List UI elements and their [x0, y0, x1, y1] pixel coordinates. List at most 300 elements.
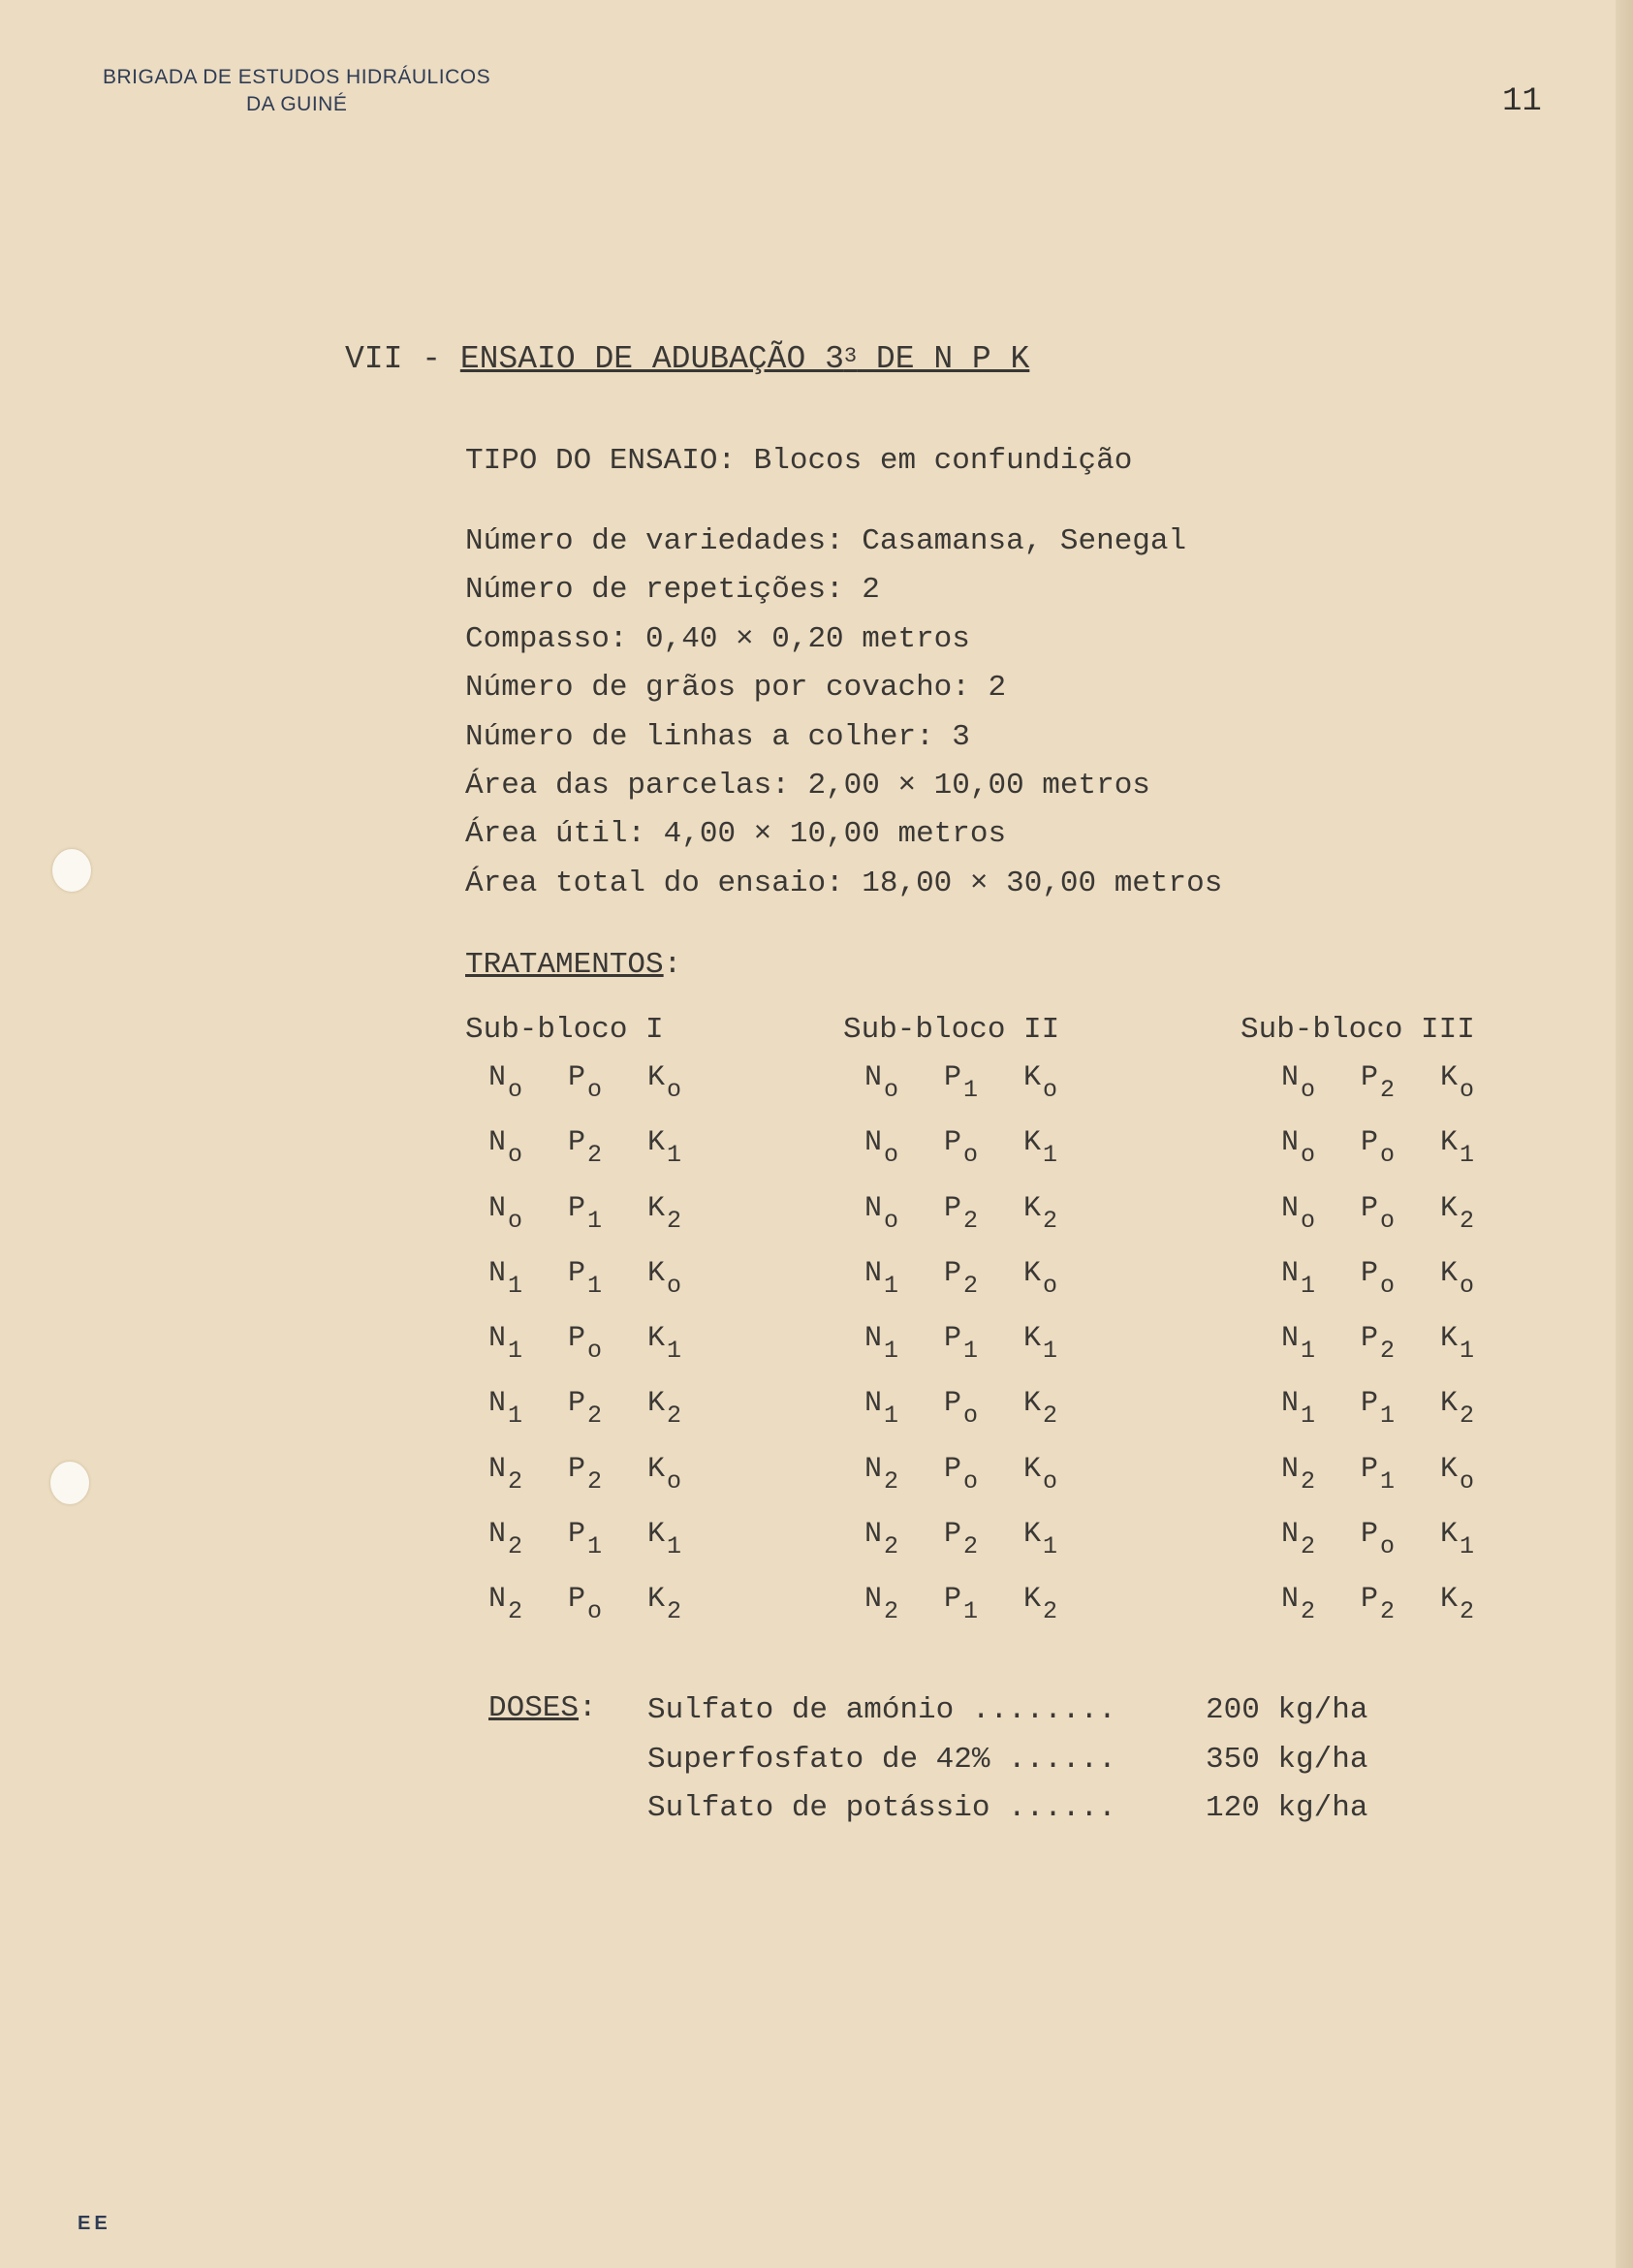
letterhead-line-1: BRIGADA DE ESTUDOS HIDRÁULICOS: [103, 66, 491, 88]
punch-hole-top: [52, 849, 91, 892]
nutrient-level: o: [1380, 1532, 1396, 1561]
nutrient-letter: P: [944, 1191, 962, 1225]
nutrient-level: 2: [1301, 1532, 1316, 1561]
nutrient-level: 2: [667, 1402, 682, 1431]
sub-block-title: Sub-bloco II: [843, 1013, 1060, 1047]
treatment-cell: [488, 1126, 568, 1170]
dose-name: Superfosfato de 42% ......: [647, 1742, 1116, 1777]
treatment-row: [843, 1583, 1103, 1648]
nutrient-level: 2: [1380, 1597, 1396, 1626]
nutrient-letter: P: [568, 1126, 586, 1160]
nutrient-letter: K: [1023, 1518, 1042, 1552]
nutrient-level: 2: [508, 1532, 523, 1561]
heading-title-b: DE N P K: [857, 341, 1030, 377]
nutrient-level: 1: [1380, 1466, 1396, 1496]
nutrient-level: o: [1043, 1271, 1058, 1300]
nutrient-level: 2: [1301, 1597, 1316, 1626]
sub-block-2: [843, 1013, 1103, 1649]
treatment-cell: [1440, 1583, 1520, 1626]
nutrient-level: 2: [587, 1466, 603, 1496]
nutrient-level: o: [1301, 1206, 1316, 1235]
nutrient-letter: N: [1281, 1126, 1300, 1160]
sub-block-title: Sub-bloco III: [1240, 1013, 1475, 1047]
sub-block-3: [1240, 1013, 1520, 1649]
treatment-cell: [1023, 1126, 1103, 1170]
treatment-cell: [568, 1322, 647, 1366]
treatment-cell: [1023, 1387, 1103, 1431]
nutrient-level: 2: [1460, 1597, 1475, 1626]
nutrient-letter: K: [1023, 1322, 1042, 1356]
nutrient-level: 1: [587, 1206, 603, 1235]
treatment-cell: [647, 1191, 727, 1235]
nutrient-letter: K: [647, 1256, 666, 1290]
nutrient-letter: K: [1440, 1452, 1459, 1486]
treatment-cell: [944, 1126, 1023, 1170]
treatment-cell: [488, 1191, 568, 1235]
nutrient-letter: P: [1361, 1126, 1379, 1160]
treatment-row: [465, 1322, 727, 1387]
nutrient-letter: K: [647, 1126, 666, 1160]
treatment-cell: [1440, 1518, 1520, 1561]
treatment-cell: [568, 1061, 647, 1104]
treatment-cell: [1440, 1322, 1520, 1366]
treatment-row: [1240, 1518, 1520, 1583]
nutrient-level: 2: [1301, 1466, 1316, 1496]
treatment-cell: [488, 1256, 568, 1300]
treatment-row: [465, 1192, 727, 1257]
heading-prefix: VII -: [345, 341, 460, 377]
nutrient-letter: K: [1023, 1452, 1042, 1486]
nutrient-letter: N: [488, 1518, 507, 1552]
treatment-cell: [568, 1191, 647, 1235]
nutrient-level: 2: [1043, 1206, 1058, 1235]
treatment-cell: [944, 1061, 1023, 1104]
treatment-row: [843, 1192, 1103, 1257]
nutrient-letter: K: [1023, 1583, 1042, 1617]
treatment-cell: [647, 1518, 727, 1561]
nutrient-level: 1: [1043, 1532, 1058, 1561]
treatment-cell: [1281, 1583, 1361, 1626]
nutrient-letter: P: [944, 1322, 962, 1356]
nutrient-letter: P: [568, 1256, 586, 1290]
treatment-cell: [1281, 1191, 1361, 1235]
nutrient-level: 2: [884, 1466, 899, 1496]
nutrient-level: o: [587, 1597, 603, 1626]
nutrient-level: 1: [667, 1532, 682, 1561]
nutrient-level: o: [508, 1076, 523, 1104]
treatment-cell: [1023, 1322, 1103, 1366]
nutrient-level: 1: [1301, 1271, 1316, 1300]
nutrient-letter: K: [1023, 1126, 1042, 1160]
nutrient-letter: K: [1440, 1126, 1459, 1160]
nutrient-letter: N: [864, 1126, 883, 1160]
nutrient-letter: N: [488, 1322, 507, 1356]
nutrient-level: 1: [1460, 1337, 1475, 1366]
nutrient-letter: K: [647, 1322, 666, 1356]
treatment-cell: [1281, 1126, 1361, 1170]
treatment-row: [1240, 1322, 1520, 1387]
nutrient-level: 1: [1460, 1141, 1475, 1170]
treatment-cell: [1361, 1191, 1440, 1235]
nutrient-letter: N: [488, 1583, 507, 1617]
nutrient-level: o: [1043, 1466, 1058, 1496]
nutrient-level: 1: [963, 1076, 979, 1104]
doses-label: [488, 1691, 597, 1725]
nutrient-letter: N: [488, 1452, 507, 1486]
nutrient-level: 1: [587, 1532, 603, 1561]
nutrient-level: 2: [1460, 1402, 1475, 1431]
treatment-row: [465, 1583, 727, 1648]
treatment-cell: [647, 1387, 727, 1431]
dose-amount: 350 kg/ha: [1206, 1742, 1368, 1777]
nutrient-level: 2: [1380, 1337, 1396, 1366]
nutrient-level: 2: [667, 1206, 682, 1235]
nutrient-letter: N: [864, 1583, 883, 1617]
treatment-cell: [864, 1387, 944, 1431]
treatment-cell: [568, 1452, 647, 1496]
nutrient-letter: K: [1440, 1387, 1459, 1421]
letterhead: [103, 64, 490, 118]
nutrient-level: o: [1460, 1271, 1475, 1300]
nutrient-level: 1: [667, 1337, 682, 1366]
nutrient-level: 2: [963, 1532, 979, 1561]
section-heading: [345, 341, 1029, 377]
nutrient-level: 1: [963, 1597, 979, 1626]
treatment-cell: [864, 1256, 944, 1300]
treatment-cell: [488, 1322, 568, 1366]
nutrient-letter: P: [1361, 1518, 1379, 1552]
nutrient-level: 1: [1460, 1532, 1475, 1561]
nutrient-letter: N: [864, 1322, 883, 1356]
treatment-row: [843, 1257, 1103, 1322]
treatments-title: [465, 948, 681, 982]
nutrient-level: o: [1380, 1271, 1396, 1300]
treatment-cell: [1361, 1518, 1440, 1561]
heading-exponent: 3: [843, 344, 858, 368]
spec-item: Área total do ensaio: 18,00 × 30,00 metros: [465, 866, 1223, 900]
nutrient-level: o: [667, 1466, 682, 1496]
treatment-cell: [1361, 1452, 1440, 1496]
treatment-cell: [568, 1256, 647, 1300]
treatment-cell: [1440, 1126, 1520, 1170]
nutrient-level: 2: [1460, 1206, 1475, 1235]
nutrient-letter: K: [1440, 1191, 1459, 1225]
nutrient-level: o: [1301, 1141, 1316, 1170]
nutrient-level: 1: [667, 1141, 682, 1170]
spec-item: Compasso: 0,40 × 0,20 metros: [465, 621, 970, 656]
sub-block-title: Sub-bloco I: [465, 1013, 664, 1047]
treatment-cell: [488, 1387, 568, 1431]
treatment-cell: [488, 1061, 568, 1104]
nutrient-level: 1: [508, 1337, 523, 1366]
treatment-row: [1240, 1453, 1520, 1518]
sub-block-rows: [1240, 1061, 1520, 1649]
nutrient-level: o: [1460, 1076, 1475, 1104]
dose-amount: 200 kg/ha: [1206, 1693, 1368, 1727]
nutrient-letter: K: [1440, 1583, 1459, 1617]
nutrient-letter: K: [1440, 1518, 1459, 1552]
nutrient-letter: P: [944, 1061, 962, 1094]
nutrient-letter: N: [488, 1126, 507, 1160]
treatment-cell: [647, 1583, 727, 1626]
treatment-cell: [944, 1191, 1023, 1235]
nutrient-level: o: [508, 1206, 523, 1235]
treatment-cell: [647, 1322, 727, 1366]
nutrient-level: 1: [587, 1271, 603, 1300]
dose-item: [647, 1789, 1423, 1839]
treatment-row: [465, 1387, 727, 1452]
nutrient-letter: P: [1361, 1322, 1379, 1356]
nutrient-level: 2: [884, 1532, 899, 1561]
nutrient-level: o: [587, 1076, 603, 1104]
nutrient-level: o: [884, 1206, 899, 1235]
page-number: 11: [1502, 83, 1542, 120]
spec-item: Área das parcelas: 2,00 × 10,00 metros: [465, 768, 1150, 803]
nutrient-letter: N: [864, 1387, 883, 1421]
nutrient-letter: K: [1440, 1256, 1459, 1290]
nutrient-letter: N: [864, 1518, 883, 1552]
nutrient-level: 2: [587, 1402, 603, 1431]
nutrient-level: o: [884, 1141, 899, 1170]
treatment-row: [843, 1322, 1103, 1387]
nutrient-level: 1: [508, 1271, 523, 1300]
nutrient-level: o: [508, 1141, 523, 1170]
treatment-row: [465, 1257, 727, 1322]
treatment-cell: [1281, 1387, 1361, 1431]
nutrient-letter: N: [864, 1191, 883, 1225]
nutrient-level: 1: [884, 1271, 899, 1300]
nutrient-letter: N: [864, 1061, 883, 1094]
nutrient-level: o: [1380, 1206, 1396, 1235]
nutrient-level: 1: [884, 1402, 899, 1431]
spec-item: Número de repetições: 2: [465, 573, 880, 608]
nutrient-letter: P: [1361, 1583, 1379, 1617]
treatment-cell: [647, 1061, 727, 1104]
nutrient-letter: N: [1281, 1518, 1300, 1552]
nutrient-letter: K: [1440, 1061, 1459, 1094]
nutrient-letter: N: [1281, 1322, 1300, 1356]
nutrient-letter: N: [1281, 1256, 1300, 1290]
treatment-cell: [1361, 1256, 1440, 1300]
treatment-cell: [488, 1583, 568, 1626]
nutrient-letter: N: [1281, 1061, 1300, 1094]
nutrient-level: 2: [963, 1271, 979, 1300]
nutrient-level: 1: [508, 1402, 523, 1431]
heading-title-a: ENSAIO DE ADUBAÇÃO 3: [459, 341, 844, 377]
nutrient-level: 1: [1301, 1402, 1316, 1431]
treatment-cell: [1281, 1256, 1361, 1300]
nutrient-level: o: [1301, 1076, 1316, 1104]
treatments-title-text: TRATAMENTOS: [465, 948, 664, 982]
nutrient-level: 2: [508, 1597, 523, 1626]
spec-item: Número de grãos por covacho: 2: [465, 671, 1007, 706]
treatment-row: [465, 1518, 727, 1583]
treatment-row: [1240, 1126, 1520, 1191]
nutrient-letter: K: [1023, 1061, 1042, 1094]
nutrient-letter: N: [1281, 1387, 1300, 1421]
treatment-row: [1240, 1061, 1520, 1126]
nutrient-level: 1: [1043, 1337, 1058, 1366]
treatment-row: [843, 1387, 1103, 1452]
nutrient-letter: P: [1361, 1256, 1379, 1290]
nutrient-level: o: [667, 1076, 682, 1104]
treatment-cell: [1440, 1387, 1520, 1431]
treatment-row: [465, 1453, 727, 1518]
spec-list: [465, 521, 1222, 912]
nutrient-level: o: [1043, 1076, 1058, 1104]
nutrient-level: o: [884, 1076, 899, 1104]
treatment-cell: [647, 1452, 727, 1496]
treatment-cell: [1281, 1518, 1361, 1561]
treatment-cell: [488, 1518, 568, 1561]
dose-name: Sulfato de potássio ......: [647, 1791, 1116, 1825]
treatment-cell: [864, 1583, 944, 1626]
treatment-cell: [1023, 1452, 1103, 1496]
nutrient-level: o: [1380, 1141, 1396, 1170]
nutrient-letter: N: [864, 1256, 883, 1290]
treatment-cell: [1440, 1256, 1520, 1300]
nutrient-letter: N: [1281, 1583, 1300, 1617]
treatment-row: [843, 1453, 1103, 1518]
nutrient-letter: P: [944, 1256, 962, 1290]
nutrient-level: o: [963, 1141, 979, 1170]
treatment-row: [843, 1061, 1103, 1126]
treatment-cell: [568, 1518, 647, 1561]
treatment-cell: [647, 1256, 727, 1300]
treatment-cell: [1361, 1126, 1440, 1170]
nutrient-letter: N: [488, 1191, 507, 1225]
nutrient-letter: N: [1281, 1191, 1300, 1225]
nutrient-letter: K: [1023, 1191, 1042, 1225]
nutrient-level: o: [1460, 1466, 1475, 1496]
nutrient-letter: P: [568, 1322, 586, 1356]
nutrient-letter: P: [944, 1126, 962, 1160]
treatment-cell: [488, 1452, 568, 1496]
doses-label-text: DOSES: [488, 1691, 580, 1725]
nutrient-letter: N: [488, 1061, 507, 1094]
treatment-row: [465, 1061, 727, 1126]
nutrient-letter: N: [864, 1452, 883, 1486]
nutrient-level: 1: [1380, 1402, 1396, 1431]
treatment-cell: [864, 1518, 944, 1561]
treatment-cell: [944, 1387, 1023, 1431]
spec-item: Número de variedades: Casamansa, Senegal: [465, 524, 1187, 558]
nutrient-letter: N: [1281, 1452, 1300, 1486]
treatment-cell: [568, 1126, 647, 1170]
nutrient-letter: P: [1361, 1061, 1379, 1094]
treatment-cell: [1023, 1518, 1103, 1561]
treatment-cell: [944, 1322, 1023, 1366]
treatment-cell: [1361, 1387, 1440, 1431]
dose-amount: 120 kg/ha: [1206, 1791, 1368, 1825]
treatment-cell: [1023, 1061, 1103, 1104]
spec-item: Área útil: 4,00 × 10,00 metros: [465, 817, 1007, 852]
spec-item: Número de linhas a colher: 3: [465, 719, 970, 754]
nutrient-letter: K: [647, 1583, 666, 1617]
nutrient-level: 2: [1380, 1076, 1396, 1104]
nutrient-letter: P: [944, 1518, 962, 1552]
nutrient-letter: P: [568, 1452, 586, 1486]
nutrient-level: 2: [667, 1597, 682, 1626]
nutrient-letter: K: [647, 1191, 666, 1225]
treatment-cell: [944, 1518, 1023, 1561]
nutrient-level: o: [963, 1402, 979, 1431]
treatment-cell: [864, 1452, 944, 1496]
sub-block-1: [465, 1013, 727, 1649]
treatment-cell: [1023, 1583, 1103, 1626]
dose-list: [647, 1691, 1423, 1839]
nutrient-letter: N: [488, 1387, 507, 1421]
nutrient-letter: K: [1023, 1256, 1042, 1290]
nutrient-level: 2: [587, 1141, 603, 1170]
nutrient-level: o: [963, 1466, 979, 1496]
dose-item: [647, 1691, 1423, 1741]
treatment-cell: [864, 1061, 944, 1104]
treatment-row: [1240, 1583, 1520, 1648]
page-edge-shadow: [1616, 0, 1633, 2268]
treatment-cell: [1023, 1256, 1103, 1300]
treatment-cell: [568, 1387, 647, 1431]
punch-hole-bottom: [50, 1462, 89, 1504]
nutrient-letter: K: [1440, 1322, 1459, 1356]
nutrient-letter: K: [647, 1518, 666, 1552]
doses-label-colon: :: [579, 1691, 597, 1725]
nutrient-level: o: [587, 1337, 603, 1366]
treatments-title-colon: :: [663, 948, 682, 982]
treatment-cell: [944, 1256, 1023, 1300]
test-type: TIPO DO ENSAIO: Blocos em confundição: [465, 444, 1133, 478]
nutrient-letter: P: [1361, 1387, 1379, 1421]
nutrient-level: 2: [1043, 1597, 1058, 1626]
letterhead-line-2: DA GUINÉ: [246, 93, 348, 115]
nutrient-letter: P: [568, 1191, 586, 1225]
nutrient-level: 1: [1301, 1337, 1316, 1366]
nutrient-letter: K: [647, 1387, 666, 1421]
treatment-row: [1240, 1257, 1520, 1322]
nutrient-letter: K: [1023, 1387, 1042, 1421]
treatment-cell: [1440, 1061, 1520, 1104]
sub-block-rows: [465, 1061, 727, 1649]
footer-mark: EE: [78, 2213, 111, 2234]
treatment-row: [465, 1126, 727, 1191]
nutrient-letter: P: [568, 1518, 586, 1552]
treatment-row: [1240, 1387, 1520, 1452]
nutrient-letter: P: [1361, 1191, 1379, 1225]
treatment-cell: [864, 1191, 944, 1235]
nutrient-letter: K: [647, 1452, 666, 1486]
nutrient-letter: P: [944, 1583, 962, 1617]
treatment-cell: [1361, 1583, 1440, 1626]
nutrient-letter: N: [488, 1256, 507, 1290]
treatment-cell: [1281, 1452, 1361, 1496]
treatment-row: [1240, 1192, 1520, 1257]
treatment-cell: [1023, 1191, 1103, 1235]
nutrient-level: 2: [884, 1597, 899, 1626]
nutrient-level: 2: [508, 1466, 523, 1496]
treatment-cell: [864, 1126, 944, 1170]
nutrient-letter: P: [568, 1387, 586, 1421]
dose-item: [647, 1741, 1423, 1790]
treatment-cell: [944, 1583, 1023, 1626]
nutrient-level: 2: [963, 1206, 979, 1235]
treatment-cell: [568, 1583, 647, 1626]
nutrient-letter: P: [568, 1583, 586, 1617]
treatment-cell: [864, 1322, 944, 1366]
treatment-cell: [1281, 1322, 1361, 1366]
sub-block-rows: [843, 1061, 1103, 1649]
treatment-cell: [647, 1126, 727, 1170]
nutrient-level: 1: [963, 1337, 979, 1366]
